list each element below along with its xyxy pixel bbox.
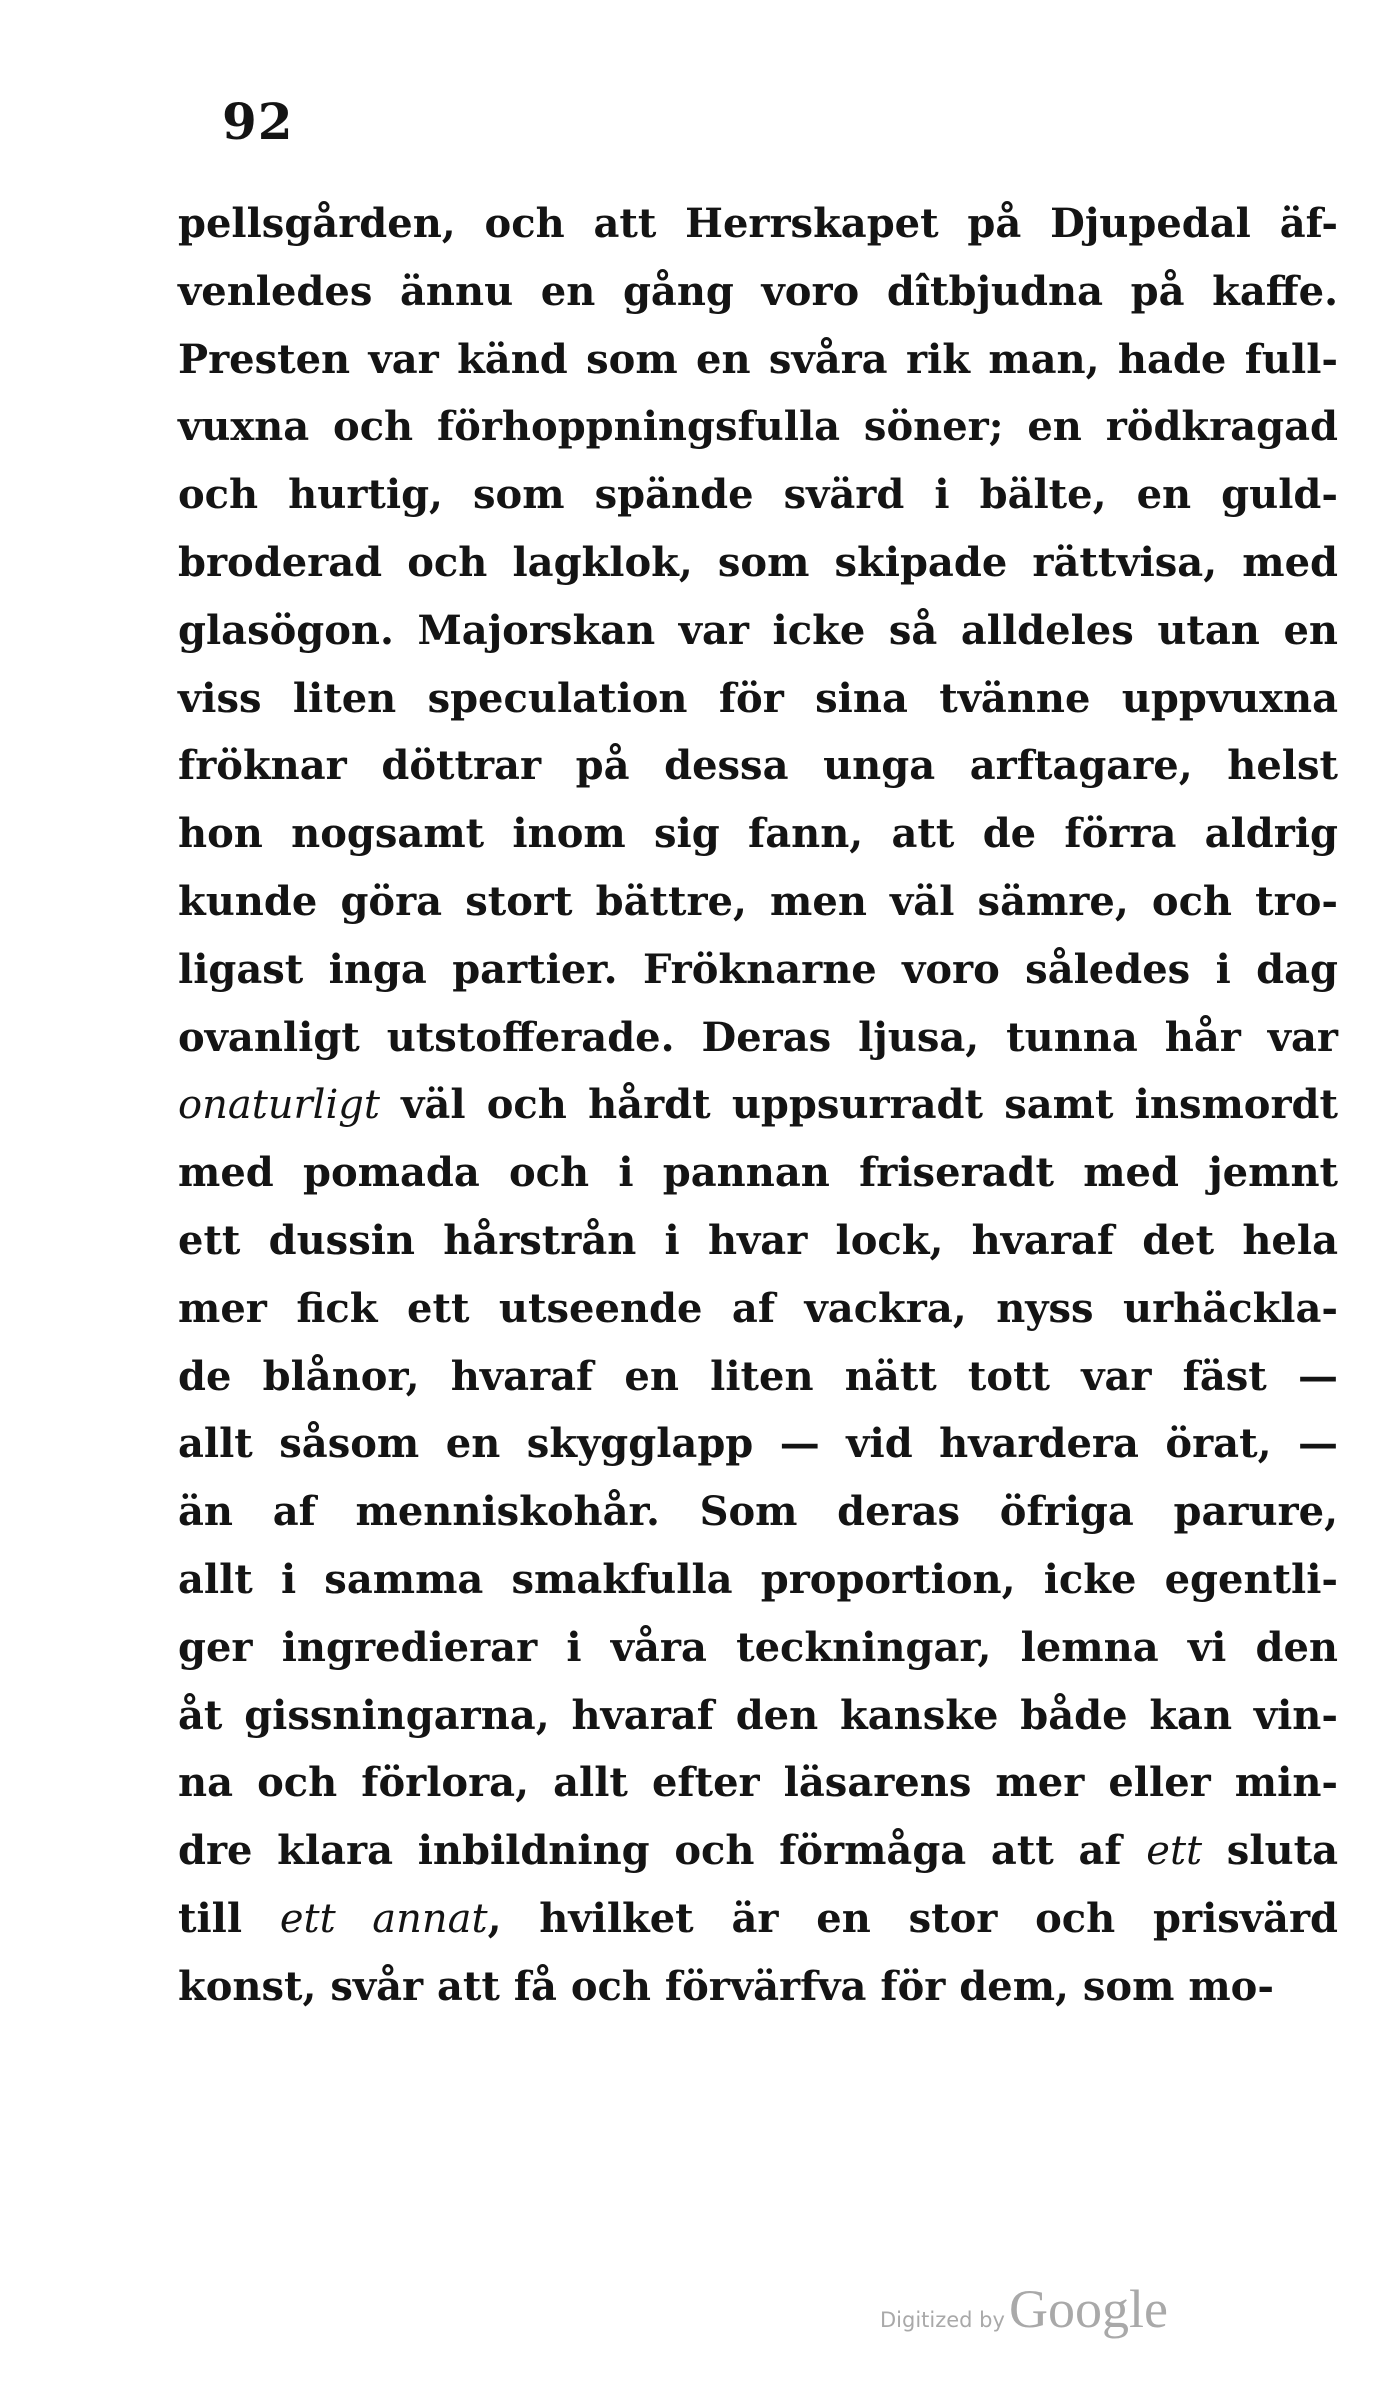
text-segment: de blånor, hvaraf en liten nätt tott var fäst — xyxy=(178,1352,1338,1400)
text-segment: väl och hårdt uppsurradt samt insmordt xyxy=(379,1081,1338,1129)
text-line xyxy=(178,529,1338,597)
text-segment: allt i samma smakfulla proportion, icke egentli- xyxy=(178,1555,1338,1603)
body-text xyxy=(178,190,1338,2021)
text-segment: dre klara inbildning och förmåga att af xyxy=(178,1827,1147,1875)
text-segment: mer fick ett utseende af vackra, nyss urhäckla- xyxy=(178,1284,1338,1332)
text-line xyxy=(178,1478,1338,1546)
text-line xyxy=(178,1207,1338,1275)
text-segment: åt gissningarna, hvaraf den kanske både kan vin- xyxy=(178,1691,1338,1739)
text-line xyxy=(178,1682,1338,1750)
text-segment: kunde göra stort bättre, men väl sämre, och tro- xyxy=(178,877,1338,925)
text-segment: konst, svår att få och förvärfva för dem, som mo- xyxy=(178,1962,1274,2010)
text-line xyxy=(178,800,1338,868)
text-line xyxy=(178,732,1338,800)
text-line xyxy=(178,1343,1338,1411)
text-line xyxy=(178,868,1338,936)
text-line xyxy=(178,1275,1338,1343)
google-logo-text: Google xyxy=(1008,2279,1168,2339)
text-segment: än af menniskohår. Som deras öfriga parure, xyxy=(178,1488,1338,1536)
text-line xyxy=(178,258,1338,326)
text-line xyxy=(178,190,1338,258)
page-number: 92 xyxy=(222,92,294,151)
text-segment: viss liten speculation för sina tvänne uppvuxna xyxy=(178,674,1338,722)
text-line xyxy=(178,597,1338,665)
watermark-prefix: Digitized by xyxy=(880,2308,1005,2332)
text-segment: broderad och lagklok, som skipade rättvisa, med xyxy=(178,538,1338,586)
text-line xyxy=(178,1071,1338,1139)
text-line xyxy=(178,461,1338,529)
text-line xyxy=(178,1817,1338,1885)
text-segment: ovanligt utstofferade. Deras ljusa, tunna hår var xyxy=(178,1013,1338,1061)
text-segment: glasögon. Majorskan var icke så alldeles utan en xyxy=(178,606,1338,654)
text-segment: med pomada och i pannan friseradt med jemnt xyxy=(178,1149,1338,1197)
text-line xyxy=(178,936,1338,1004)
text-segment: vuxna och förhoppningsfulla söner; en rödkragad xyxy=(178,403,1338,451)
italic-text: ett xyxy=(1146,1828,1203,1875)
text-segment: hon nogsamt inom sig fann, att de förra aldrig xyxy=(178,810,1338,858)
text-line xyxy=(178,1885,1338,1953)
text-segment: ligast inga partier. Fröknarne voro således i dag xyxy=(178,945,1338,993)
text-segment: na och förlora, allt efter läsarens mer eller min- xyxy=(178,1759,1338,1807)
text-line xyxy=(178,393,1338,461)
text-segment: fröknar döttrar på dessa unga arftagare, helst xyxy=(178,742,1338,790)
text-segment: till xyxy=(178,1894,280,1942)
text-line xyxy=(178,326,1338,394)
text-segment: och hurtig, som spände svärd i bälte, en guld- xyxy=(178,471,1338,519)
text-segment: ett dussin hårstrån i hvar lock, hvaraf det hela xyxy=(178,1216,1338,1264)
text-line xyxy=(178,665,1338,733)
text-segment: , hvilket är en stor och prisvärd xyxy=(487,1894,1339,1942)
text-line xyxy=(178,1953,1338,2021)
italic-text: ett annat xyxy=(279,1895,488,1942)
text-segment: ger ingredierar i våra teckningar, lemna vi den xyxy=(178,1623,1338,1671)
italic-text: onaturligt xyxy=(178,1082,380,1129)
text-segment: pellsgården, och att Herrskapet på Djupedal äf- xyxy=(178,200,1338,247)
text-line xyxy=(178,1139,1338,1207)
text-line xyxy=(178,1749,1338,1817)
text-line xyxy=(178,1546,1338,1614)
text-segment: sluta xyxy=(1202,1827,1338,1875)
text-line xyxy=(178,1410,1338,1478)
text-segment: Presten var känd som en svåra rik man, hade full- xyxy=(178,335,1338,383)
text-line xyxy=(178,1614,1338,1682)
text-line xyxy=(178,1004,1338,1072)
digitized-by-google-watermark xyxy=(880,2278,1168,2340)
text-segment: venledes ännu en gång voro dîtbjudna på kaffe. xyxy=(178,267,1338,315)
text-segment: allt såsom en skygglapp — vid hvardera örat, — xyxy=(178,1420,1338,1468)
